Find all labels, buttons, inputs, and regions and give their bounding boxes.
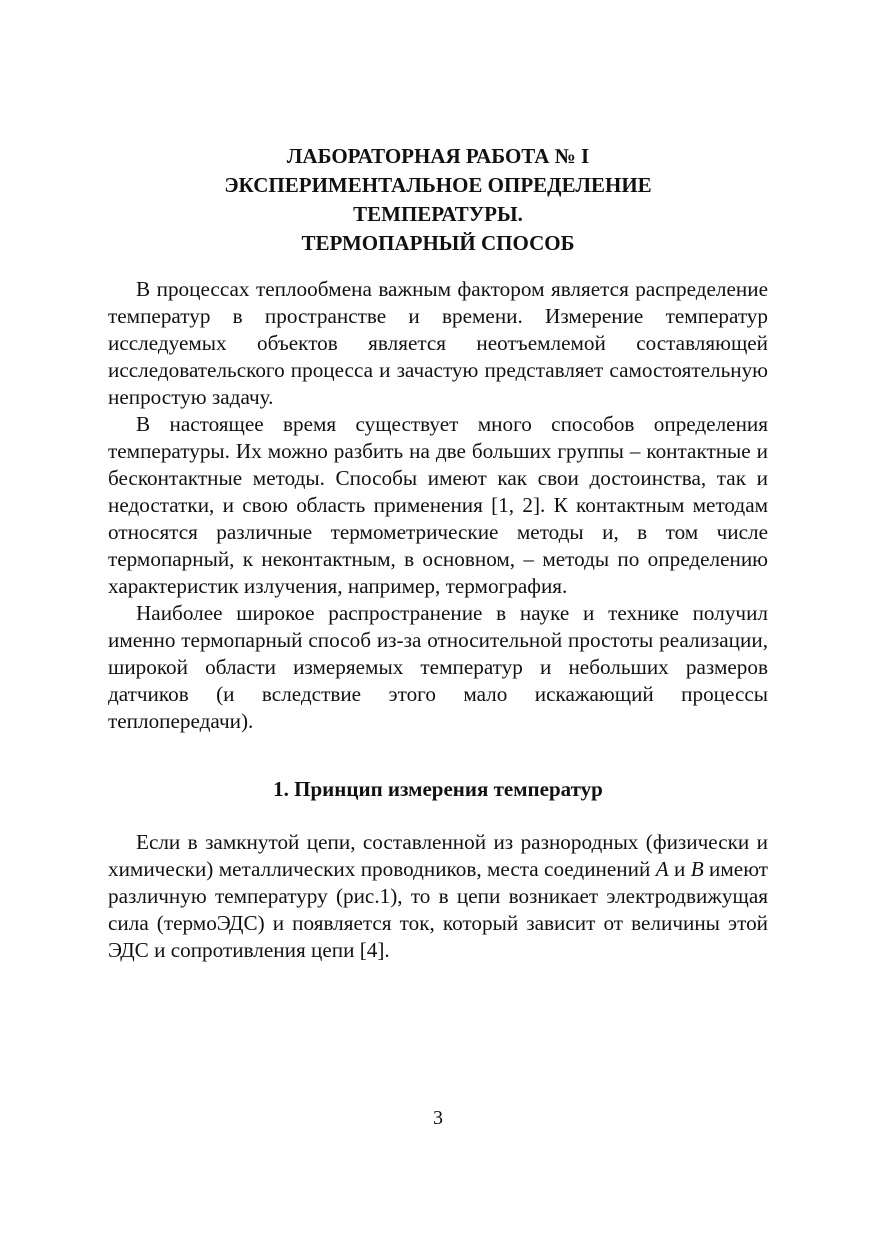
intro-paragraph-2: В настоящее время существует много способов определения температуры. Их можно разбить на две больших группы – контактные и бесконтактные методы. Способы имеют как свои достоинства, так и недостатки, и свою область применения [1, 2]. К контактным методам относятся различные термометрические методы и, в том числе термопарный, к неконтактным, в основном, – методы по определению характеристик излучения, например, термография. (108, 412, 768, 598)
title-line-2: ЭКСПЕРИМЕНТАЛЬНОЕ ОПРЕДЕЛЕНИЕ (224, 173, 652, 197)
title-line-4: ТЕРМОПАРНЫЙ СПОСОБ (301, 231, 575, 255)
section-1-body (108, 829, 768, 964)
lab-title (108, 142, 768, 258)
section-heading: 1. Принцип измерения температур (273, 777, 603, 801)
intro-paragraph-3: Наиболее широкое распространение в науке и технике получил именно термопарный способ из-за относительной простоты реализации, широкой области измеряемых температур и небольших размеров датчиков (и вследствие этого мало искажающий процессы теплопередачи). (108, 601, 768, 733)
paragraph-text-start: Если в замкнутой цепи, составленной из разнородных (физически и химически) металлических проводников, места соединений (108, 830, 768, 881)
junction-b-label: B (690, 857, 704, 881)
title-line-3: ТЕМПЕРАТУРЫ. (353, 202, 523, 226)
intro-section (108, 276, 768, 735)
junction-a-label: A (655, 857, 669, 881)
title-line-1: ЛАБОРАТОРНАЯ РАБОТА № I (286, 144, 590, 168)
intro-paragraph-1: В процессах теплообмена важным фактором является распределение температур в пространстве и времени. Измерение температур исследуемых объектов является неотъемлемой составляющей исследовательского процесса и зачастую представляет самостоятельную непростую задачу. (108, 277, 768, 409)
paragraph-text-end: имеют различную температуру (рис.1), то в цепи возникает электродвижущая сила (термоЭДС) и появляется ток, который зависит от величины этой ЭДС и сопротивления цепи [4]. (108, 857, 768, 962)
paragraph-conjunction: и (668, 857, 691, 881)
page-number: 3 (433, 1107, 443, 1129)
section-1-paragraph (108, 829, 768, 964)
